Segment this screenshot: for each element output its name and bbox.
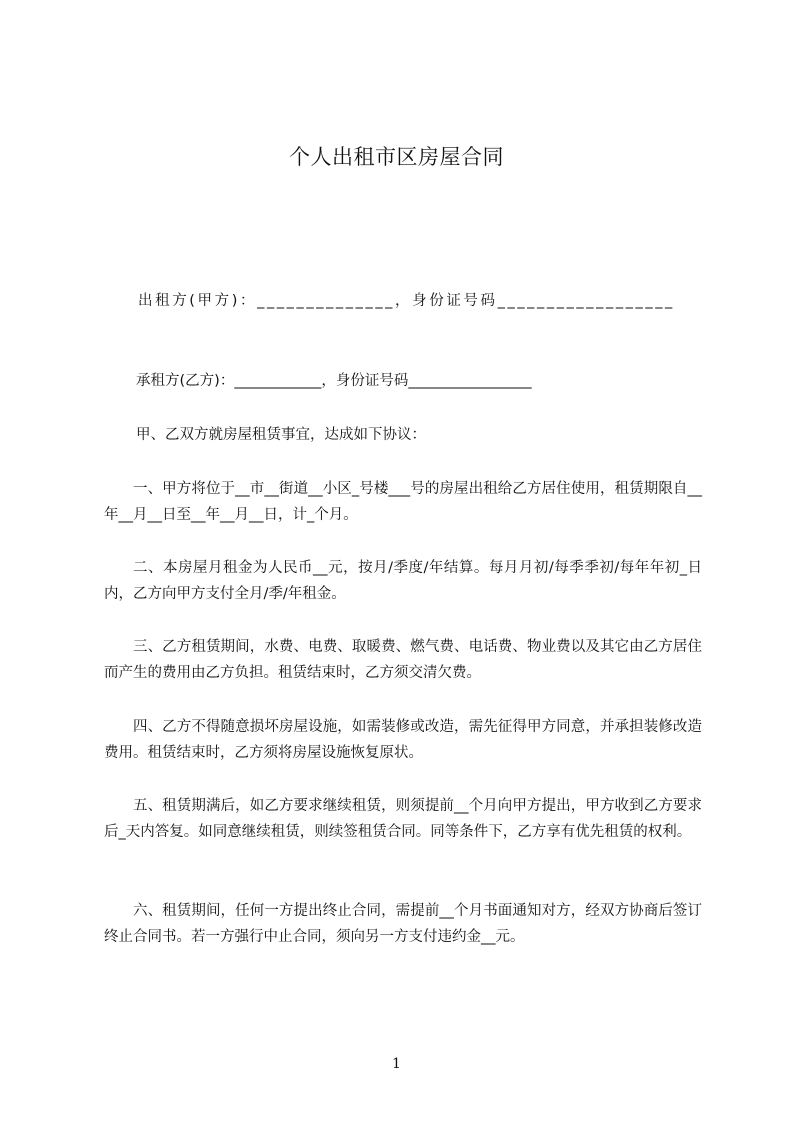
clause-6: 六、租赁期间，任何一方提出终止合同，需提前__个月书面通知对方，经双方协商后签订终止合同书。若一方强行中止合同，须向另一方支付违约金__元。 bbox=[104, 903, 702, 945]
intro-line: 甲、乙双方就房屋租赁事宜，达成如下协议： bbox=[136, 427, 426, 443]
clause-4: 四、乙方不得随意损坏房屋设施，如需装修或改造，需先征得甲方同意，并承担装修改造费用。租赁结束时，乙方须将房屋设施恢复原状。 bbox=[104, 719, 702, 761]
page-number: 1 bbox=[392, 1056, 401, 1072]
clause-3: 三、乙方租赁期间，水费、电费、取暖费、燃气费、电话费、物业费以及其它由乙方居住而产生的费用由乙方负担。租赁结束时，乙方须交清欠费。 bbox=[104, 639, 702, 681]
clause-1: 一、甲方将位于__市__街道__小区_号楼___号的房屋出租给乙方居住使用，租赁期限自__年__月__日至__年__月__日，计_个月。 bbox=[104, 481, 702, 523]
party-a-line: 出租方(甲方)：______________，身份证号码__________________ bbox=[138, 293, 675, 309]
clause-2: 二、本房屋月租金为人民币__元，按月/季度/年结算。每月月初/每季季初/每年年初_日内，乙方向甲方支付全月/季/年租金。 bbox=[104, 560, 702, 602]
clause-5: 五、租赁期满后，如乙方要求继续租赁，则须提前__个月向甲方提出，甲方收到乙方要求后_天内答复。如同意继续租赁，则续签租赁合同。同等条件下，乙方享有优先租赁的权利。 bbox=[104, 798, 702, 840]
party-b-line: 承租方(乙方)：____________，身份证号码_________________ bbox=[136, 373, 532, 389]
document-title: 个人出租市区房屋合同 bbox=[289, 145, 504, 169]
